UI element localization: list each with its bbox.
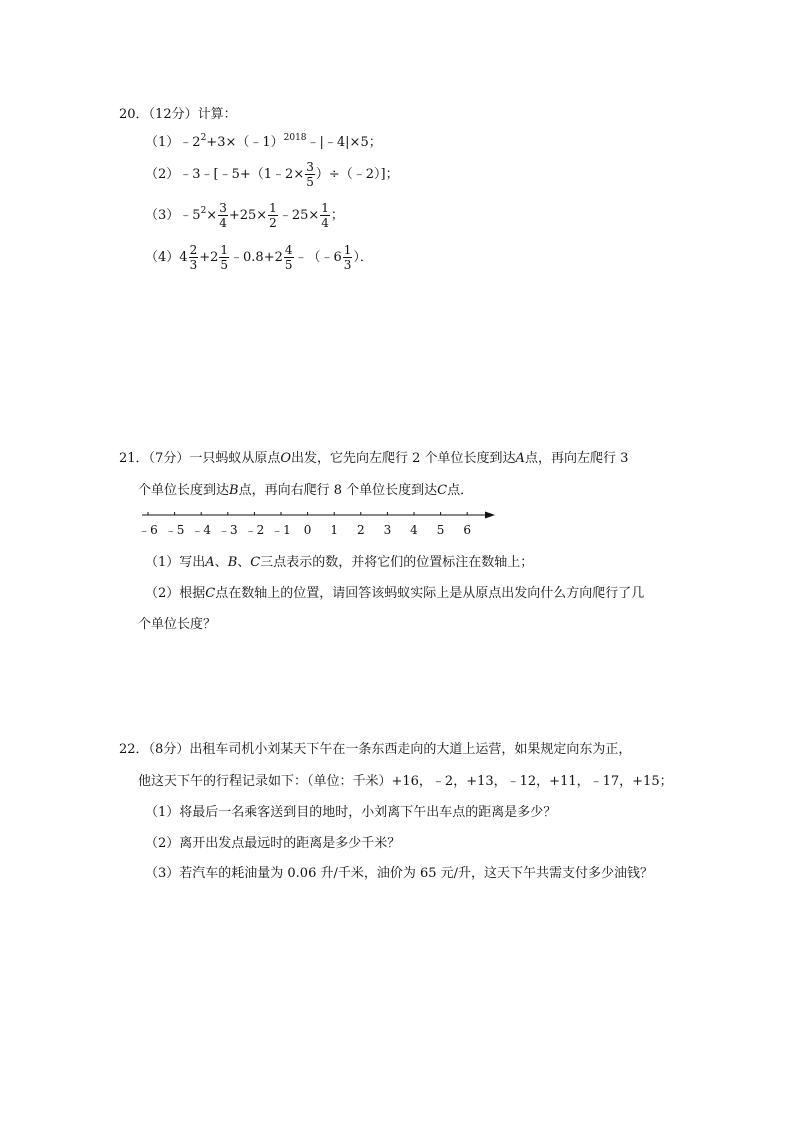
- denominator: 4: [321, 216, 329, 230]
- numerator: 3: [306, 160, 314, 174]
- number-line-label: 3: [383, 523, 392, 537]
- text: 21．（7分）一只蚂蚁从原点: [119, 451, 281, 466]
- expr-part: 4: [179, 250, 188, 265]
- denominator: 5: [306, 175, 314, 189]
- text: 点在数轴上的位置，请回答该蚂蚁实际上是从原点出发向什么方向爬行了几: [215, 586, 645, 601]
- numerator: 1: [220, 243, 229, 257]
- text: 出发，它先向左爬行 2 个单位长度到达: [291, 451, 516, 466]
- q21-line-2: [138, 479, 473, 498]
- number-line-label: 6: [463, 523, 472, 537]
- text: 三点表示的数，并将它们的位置标注在数轴上；: [260, 555, 534, 570]
- exponent: 2018: [283, 133, 307, 143]
- text: 点．: [447, 483, 474, 498]
- expr-part: +25×: [228, 208, 268, 223]
- point-label: C: [437, 483, 448, 498]
- fraction: [343, 243, 353, 272]
- denominator: 2: [269, 216, 277, 230]
- q22-line-1: 22．（8分）出租车司机小刘某天下午在一条东西走向的大道上运营，如果规定向东为正，: [119, 742, 632, 757]
- expr-part: ；: [330, 208, 344, 223]
- number-line-arrow: [485, 512, 495, 519]
- exponent: 2: [200, 206, 207, 216]
- expr-part: +3×（﹣1）: [206, 135, 284, 150]
- item-number: （2）: [145, 167, 180, 182]
- exponent: 2: [200, 133, 207, 143]
- item-number: （3）: [145, 208, 180, 223]
- expr-part: ﹣|﹣4|×5；: [306, 135, 382, 150]
- text: （2）根据: [145, 586, 206, 601]
- expr-part: ﹣2: [179, 135, 201, 150]
- point-label: B: [227, 555, 238, 570]
- numerator: 1: [321, 201, 329, 215]
- denominator: 3: [189, 258, 198, 272]
- number-line-label: ﹣1: [271, 523, 291, 537]
- q20-header: 20．（12分）计算：: [119, 107, 237, 122]
- number-line: [138, 507, 518, 543]
- numerator: 1: [269, 201, 277, 215]
- q21-sub-2-cont: 个单位长度？: [138, 617, 217, 632]
- fraction: [284, 243, 294, 272]
- number-line-label: ﹣6: [138, 523, 158, 537]
- q21-sub-1: [145, 551, 533, 570]
- number-line-label: ﹣2: [244, 523, 265, 537]
- expr-part: ﹣5: [179, 208, 201, 223]
- numerator: 1: [343, 243, 352, 257]
- expr-part: ﹣0.8+2: [230, 250, 283, 265]
- point-label: A: [205, 555, 215, 570]
- number-line-label: 2: [356, 523, 365, 537]
- number-line-label: 0: [303, 523, 312, 537]
- numerator: 2: [189, 243, 198, 257]
- text: 、: [237, 555, 251, 570]
- q22-sub-3: （3）若汽车的耗油量为 0.06 升/千米，油价为 65 元/升，这天下午共需支付多少油钱？: [145, 866, 654, 881]
- denominator: 5: [220, 258, 229, 272]
- text: 、: [214, 555, 228, 570]
- point-label: C: [250, 555, 261, 570]
- expr-part: ）÷（﹣2）]；: [315, 167, 399, 182]
- expr-part: ）．: [353, 250, 373, 265]
- expr-part: ﹣（﹣6: [294, 250, 342, 265]
- q22-sub-1: （1）将最后一名乘客送到目的地时，小刘离下午出车点的距离是多少？: [145, 805, 557, 820]
- number-line-label: ﹣5: [164, 523, 185, 537]
- q21-sub-2: [145, 582, 644, 601]
- numerator: 3: [219, 201, 227, 215]
- expr-part: ﹣25×: [278, 208, 320, 223]
- text: 点，再向右爬行 8 个单位长度到达: [238, 483, 438, 498]
- number-line-label: ﹣3: [217, 523, 238, 537]
- number-line-label: 4: [410, 523, 418, 537]
- q20-item-2: [145, 160, 399, 189]
- expr-part: ×: [206, 208, 218, 223]
- q20-item-1: [145, 134, 382, 152]
- q22-sub-2: （2）离开出发点最远时的距离是多少千米？: [145, 836, 401, 851]
- fraction: [219, 243, 229, 272]
- fraction: [218, 201, 228, 230]
- number-line-label: 5: [436, 523, 445, 537]
- fraction: [320, 201, 330, 230]
- denominator: 5: [284, 258, 293, 272]
- number-line-label: 1: [330, 523, 339, 537]
- fraction: [268, 201, 278, 230]
- q21-line-1: [119, 447, 628, 466]
- point-label: B: [229, 483, 239, 498]
- expr-part: ﹣3﹣[﹣5+（1﹣2×: [179, 167, 305, 182]
- denominator: 3: [343, 258, 352, 272]
- point-label: O: [280, 451, 291, 466]
- fraction: [189, 243, 199, 272]
- q22-line-2: 他这天下午的行程记录如下：（单位：千米）+16，﹣2，+13，﹣12，+11，﹣17，+15；: [138, 774, 673, 789]
- point-label: C: [205, 586, 216, 601]
- text: 个单位长度到达: [138, 483, 230, 498]
- fraction: [305, 160, 315, 189]
- item-number: （4）: [145, 250, 180, 265]
- q20-item-3: [145, 201, 344, 230]
- text: （1）写出: [145, 555, 206, 570]
- denominator: 4: [219, 216, 227, 230]
- point-label: A: [515, 451, 525, 466]
- q20-item-4: [145, 243, 373, 272]
- item-number: （1）: [145, 135, 180, 150]
- number-line-label: ﹣4: [191, 523, 212, 537]
- numerator: 4: [284, 243, 293, 257]
- expr-part: +2: [199, 250, 219, 265]
- text: 点，再向左爬行 3: [524, 451, 629, 466]
